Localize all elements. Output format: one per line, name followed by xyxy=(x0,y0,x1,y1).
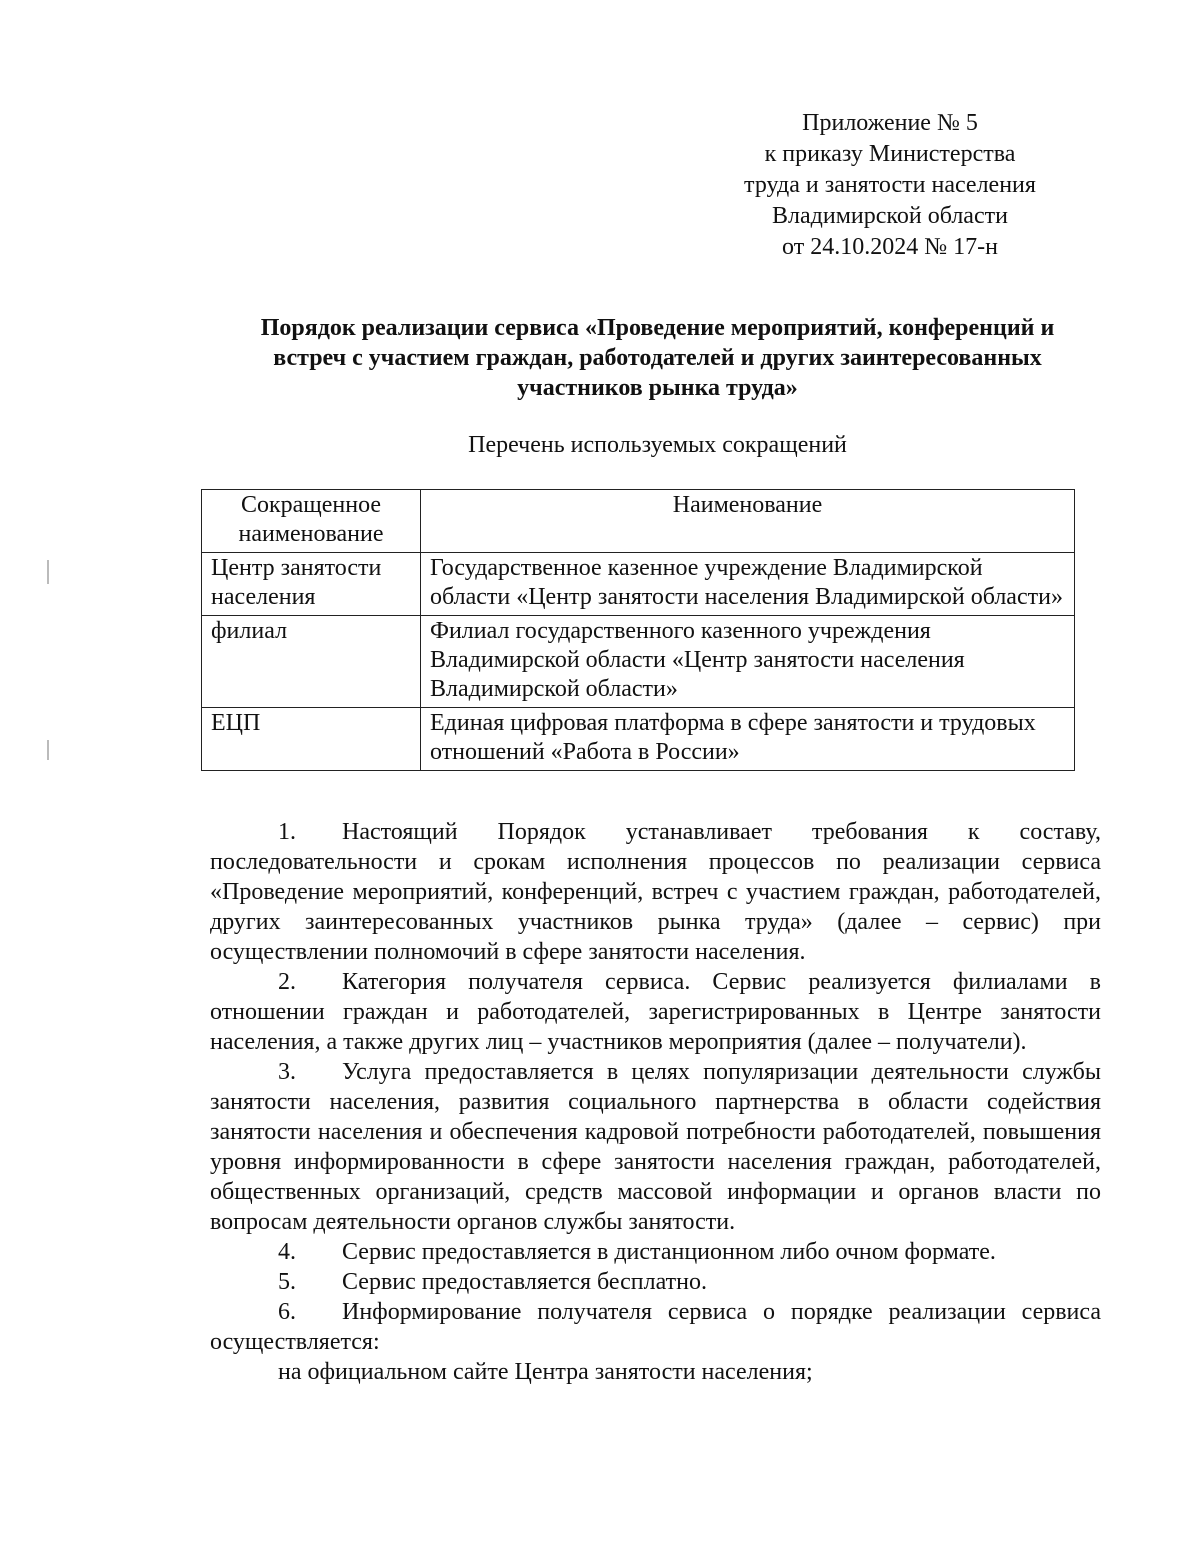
numbered-paragraph xyxy=(210,1237,1101,1267)
appendix-header xyxy=(700,108,1080,263)
paragraph-number: 5. xyxy=(278,1269,296,1295)
scan-artifact xyxy=(47,740,49,760)
table-cell-abbr: Центр занятости населения xyxy=(202,553,421,616)
paragraph-number: 2. xyxy=(278,969,296,995)
numbered-paragraph xyxy=(210,1057,1101,1237)
paragraph-text: Настоящий Порядок устанавливает требования к составу, последовательности и срокам исполнения процессов по реализации сервиса «Проведение мероприятий, конференций, встреч с участием граждан, работодателей, других заинтересованных участников рынка труда» (далее – сервис) при осуществлении полномочий в сфере занятости населения. xyxy=(210,819,1101,965)
paragraph-text: Услуга предоставляется в целях популяризации деятельности службы занятости населения, развития социального партнерства в области содействия занятости населения и обеспечения кадровой потребности работодателей, повышения уровня информированности в сфере занятости населения граждан, работодателей, общественных организаций, средств массовой информации и органов власти по вопросам деятельности органов службы занятости. xyxy=(210,1059,1101,1235)
document-title xyxy=(200,313,1115,403)
numbered-paragraph xyxy=(210,817,1101,967)
table-row xyxy=(202,616,1075,708)
numbered-paragraph xyxy=(210,1297,1101,1357)
appendix-line: от 24.10.2024 № 17-н xyxy=(782,234,998,260)
scan-artifact xyxy=(47,560,49,584)
paragraph-text: Сервис предоставляется бесплатно. xyxy=(342,1269,707,1295)
document-body xyxy=(210,817,1101,1387)
paragraph-number: 1. xyxy=(278,819,296,845)
appendix-line: Владимирской области xyxy=(772,203,1008,229)
title-line: Порядок реализации сервиса «Проведение мероприятий, конференций и xyxy=(260,315,1055,341)
paragraph-number: 4. xyxy=(278,1239,296,1265)
table-cell-abbr: ЕЦП xyxy=(202,708,421,771)
table-cell-name: Единая цифровая платформа в сфере занятости и трудовых отношений «Работа в России» xyxy=(421,708,1075,771)
appendix-line: к приказу Министерства xyxy=(764,141,1016,167)
paragraph-text: Информирование получателя сервиса о порядке реализации сервиса осуществляется: xyxy=(210,1299,1101,1355)
paragraph-number: 3. xyxy=(278,1059,296,1085)
appendix-line: труда и занятости населения xyxy=(744,172,1036,198)
numbered-paragraph xyxy=(210,967,1101,1057)
list-line: на официальном сайте Центра занятости населения; xyxy=(278,1359,813,1385)
table-header-name: Наименование xyxy=(421,490,1075,553)
table-cell-name: Государственное казенное учреждение Владимирской области «Центр занятости населения Владимирской области» xyxy=(421,553,1075,616)
abbreviations-table xyxy=(201,489,1075,771)
title-line: участников рынка труда» xyxy=(517,375,798,401)
paragraph-text: Категория получателя сервиса. Сервис реализуется филиалами в отношении граждан и работодателей, зарегистрированных в Центре занятости населения, а также других лиц – участников мероприятия (далее – получатели). xyxy=(210,969,1101,1055)
table-header-row xyxy=(202,490,1075,553)
title-line: встреч с участием граждан, работодателей и других заинтересованных xyxy=(273,345,1042,371)
table-cell-name: Филиал государственного казенного учреждения Владимирской области «Центр занятости населения Владимирской области» xyxy=(421,616,1075,708)
table-header-abbr: Сокращенное наименование xyxy=(202,490,421,553)
abbreviations-heading: Перечень используемых сокращений xyxy=(468,432,847,458)
paragraph-number: 6. xyxy=(278,1299,296,1325)
appendix-line: Приложение № 5 xyxy=(802,110,978,136)
numbered-paragraph xyxy=(210,1267,1101,1297)
paragraph-text: Сервис предоставляется в дистанционном либо очном формате. xyxy=(342,1239,996,1265)
table-row xyxy=(202,708,1075,771)
table-cell-abbr: филиал xyxy=(202,616,421,708)
table-row xyxy=(202,553,1075,616)
